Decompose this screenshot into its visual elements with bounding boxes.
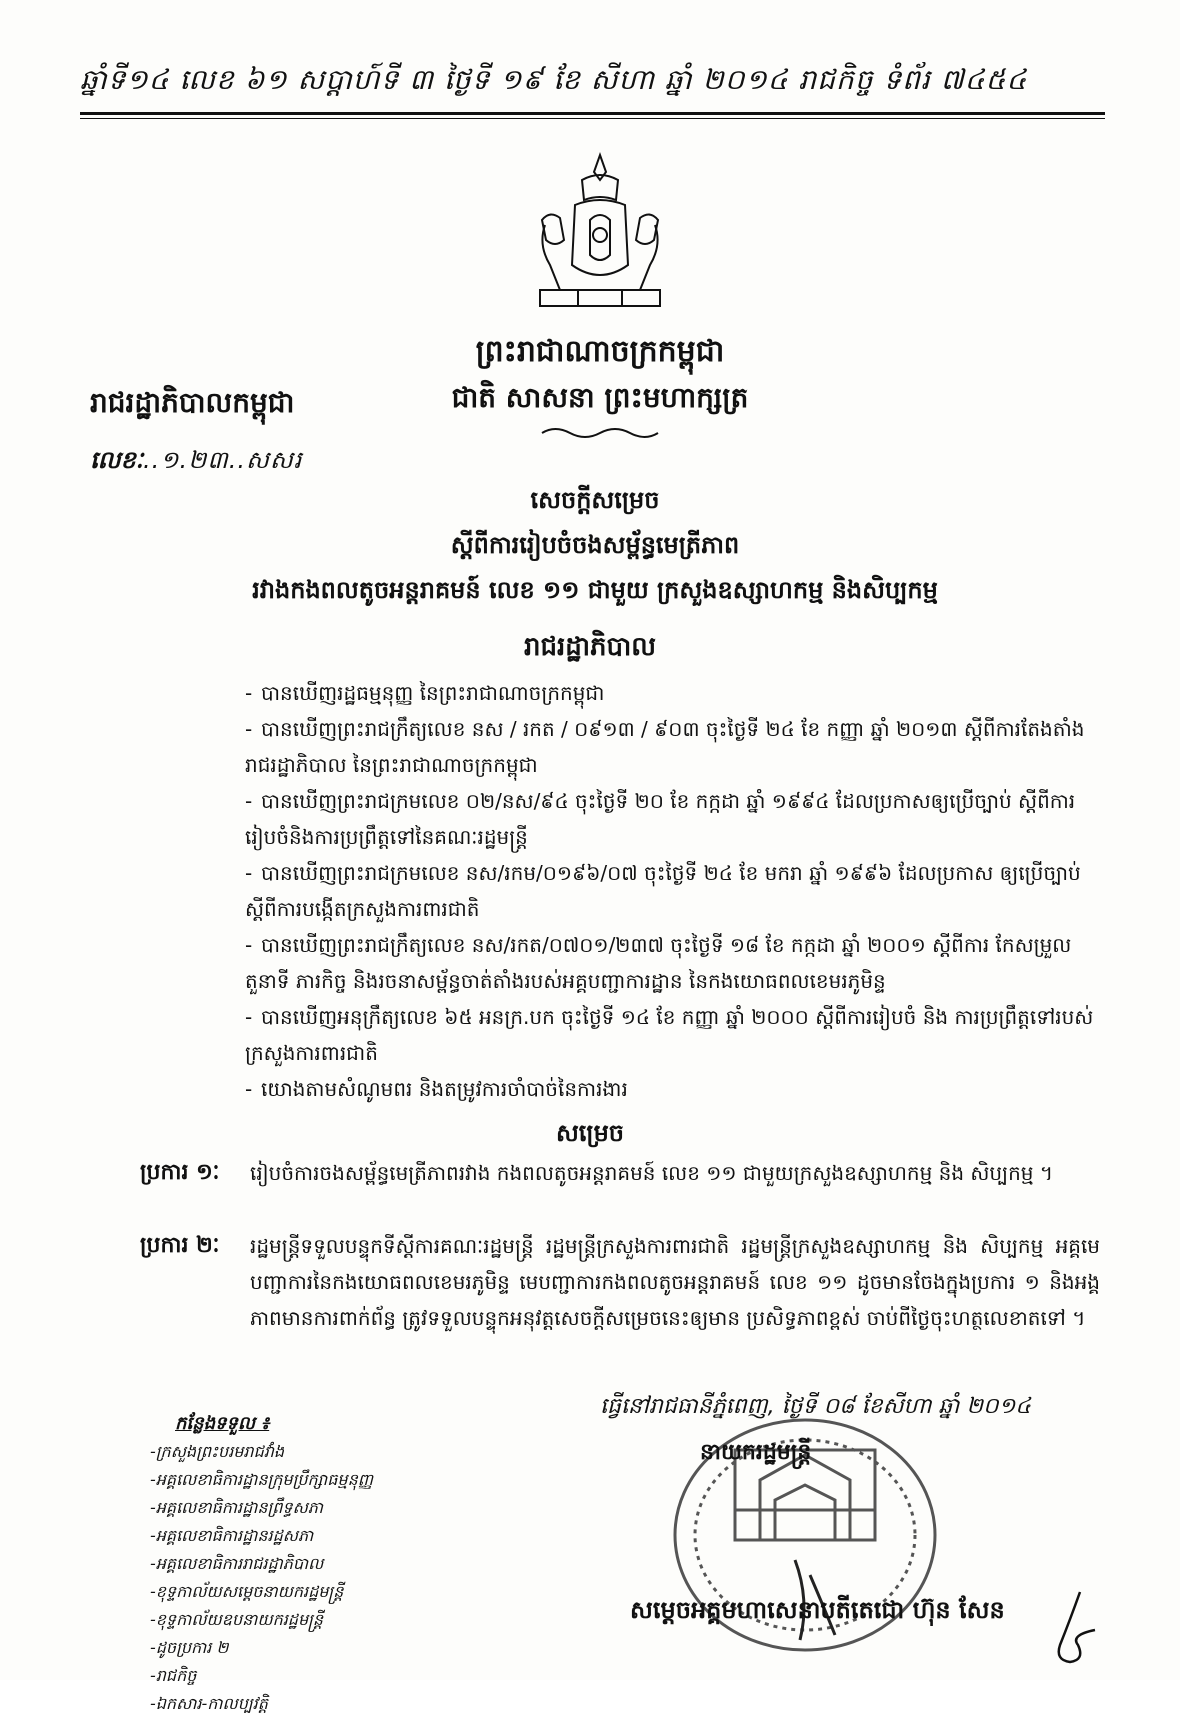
- document-number: [90, 445, 302, 480]
- government-name: រាជរដ្ឋាភិបាលកម្ពុជា: [90, 386, 295, 419]
- coat-of-arms-icon: [520, 150, 680, 315]
- visa-item: - បានឃើញព្រះរាជក្រឹត្យលេខ នស/រកត/០៧០១/២៣៧ ចុះថ្ងៃទី ១៨ ខែ កក្កដា ឆ្នាំ ២០០១ ស្តីពីការ កែសម្រួលតួនាទី ភារកិច្ច និងរចនាសម្ព័ន្ធចាត់តាំងរបស់អគ្គបញ្ជាការដ្ឋាន នៃកងយោធពលខេមរភូមិន្ទ: [245, 933, 1072, 993]
- visa-item: - បានឃើញព្រះរាជក្រមលេខ ០២/នស/៩៤ ចុះថ្ងៃទី ២០ ខែ កក្កដា ឆ្នាំ ១៩៩៤ ដែលប្រកាសឲ្យប្រើច្បាប់ ស្តីពីការរៀបចំនិងការប្រព្រឹត្តទៅនៃគណៈរដ្ឋមន្ត្រី: [245, 789, 1076, 849]
- visa-list: [245, 675, 1095, 1107]
- recipient-item: -ដូចប្រការ ២: [150, 1638, 229, 1657]
- recipients-list: [150, 1438, 450, 1718]
- recipient-item: -អគ្គលេខាធិការដ្ឋានក្រុមប្រឹក្សាធម្មនុញ្ញ: [150, 1470, 373, 1489]
- national-motto: ជាតិ សាសនា ព្រះមហាក្សត្រ: [451, 381, 749, 414]
- recipient-item: -អគ្គលេខាធិការដ្ឋានរដ្ឋសភា: [150, 1526, 314, 1545]
- visa-item: - បានឃើញព្រះរាជក្រមលេខ នស/រកម/០១៩៦/០៧ ចុះថ្ងៃទី ២៤ ខែ មករា ឆ្នាំ ១៩៩៦ ដែលប្រកាស ឲ្យប្រើច្បាប់ ស្តីពីការបង្កើតក្រសួងការពារជាតិ: [245, 861, 1081, 921]
- decision-title: [190, 485, 1000, 610]
- recipient-item: -ឯកសារ-កាលប្បវត្តិ: [150, 1694, 268, 1713]
- decides-heading: សម្រេច: [555, 1119, 625, 1147]
- article-body: រៀបចំការចងសម្ព័ន្ធមេត្រីភាពរវាង កងពលតូចអន្តរាគមន៍ លេខ ១១ ជាមួយក្រសួងឧស្សាហកម្ម និង សិប្បកម្ម ។: [250, 1161, 1053, 1185]
- article-body: រដ្ឋមន្ត្រីទទួលបន្ទុកទីស្តីការគណៈរដ្ឋមន្ត្រី រដ្ឋមន្ត្រីក្រសួងការពារជាតិ រដ្ឋមន្ត្រីក្រសួងឧស្សាហកម្ម និង សិប្បកម្ម អគ្គមេបញ្ជាការនៃកងយោធពលខេមរភូមិន្ទ មេបញ្ជាការកងពលតូចអន្តរាគមន៍ លេខ ១១ ដូចមានចែងក្នុងប្រការ ១ និងអង្គភាពមានការពាក់ព័ន្ធ ត្រូវទទួលបន្ទុកអនុវត្តសេចក្តីសម្រេចនេះឲ្យមាន ប្រសិទ្ធភាពខ្ពស់ ចាប់ពីថ្ងៃចុះហត្ថលេខាតទៅ ។: [250, 1234, 1100, 1330]
- issuer-heading: រាជរដ្ឋាភិបាល: [523, 632, 657, 662]
- signing-date: ធ្វើនៅរាជធានីភ្នំពេញ, ថ្ងៃទី ០៨ ខែសីហា ឆ្នាំ ២០១៤: [600, 1394, 1031, 1419]
- recipient-item: -ខុទ្ទកាល័យឧបនាយករដ្ឋមន្ត្រី: [150, 1610, 324, 1629]
- kingdom-name: ព្រះរាជាណាចក្រកម្ពុជា: [475, 334, 725, 369]
- header-rule: [80, 112, 1105, 115]
- visa-item: - បានឃើញអនុក្រឹត្យលេខ ៦៥ អនក្រ.បក ចុះថ្ងៃទី ១៤ ខែ កញ្ញា ឆ្នាំ ២០០០ ស្តីពីការរៀបចំ និង ការប្រព្រឹត្តទៅរបស់ក្រសួងការពារជាតិ: [245, 1005, 1094, 1065]
- title-line-1: សេចក្តីសម្រេច: [530, 486, 660, 514]
- document-number-value: ..១.២៣..សសរ: [143, 446, 303, 474]
- recipients-block: [150, 1410, 450, 1718]
- recipients-heading: កន្លែងទទួល ៖: [175, 1413, 270, 1434]
- title-line-3: រវាងកងពលតូចអន្តរាគមន៍ លេខ ១១ ជាមួយ ក្រសួងឧស្សាហកម្ម និងសិប្បកម្ម: [252, 576, 938, 604]
- article-label: ប្រការ ១ៈ: [140, 1160, 220, 1185]
- visa-item: - បានឃើញរដ្ឋធម្មនុញ្ញ នៃព្រះរាជាណាចក្រកម្ពុជា: [245, 681, 605, 705]
- recipient-item: -អគ្គលេខាធិការដ្ឋានព្រឹទ្ធសភា: [150, 1498, 324, 1517]
- gazette-header: ឆ្នាំទី១៤ លេខ ៦១ សប្តាហ៍ទី ៣ ថ្ងៃទី ១៩ ខែ សីហា ឆ្នាំ ២០១៤ រាជកិច្ច ទំព័រ ៧៤៥៤: [80, 63, 1028, 96]
- handwritten-signature-icon: [1040, 1590, 1110, 1670]
- recipient-item: -ខុទ្ទកាល័យសម្តេចនាយករដ្ឋមន្ត្រី: [150, 1582, 344, 1601]
- visa-item: - យោងតាមសំណូមពរ និងតម្រូវការចាំបាច់នៃការងារ: [245, 1077, 628, 1101]
- ornament-divider: [540, 425, 660, 441]
- prime-minister-title: នាយករដ្ឋមន្ត្រី: [700, 1440, 812, 1465]
- article-1: [140, 1155, 1100, 1191]
- header-rule-thin: [80, 118, 1105, 119]
- prime-minister-name: សម្តេចអគ្គមហាសេនាបតីតេជោ ហ៊ុន សែន: [630, 1596, 1005, 1624]
- recipient-item: -រាជកិច្ច: [150, 1666, 197, 1685]
- article-label: ប្រការ ២ៈ: [140, 1233, 220, 1258]
- article-2: [140, 1228, 1100, 1336]
- recipient-item: -ក្រសួងព្រះបរមរាជវាំង: [150, 1442, 285, 1461]
- recipient-item: -អគ្គលេខាធិការរាជរដ្ឋាភិបាល: [150, 1554, 324, 1573]
- title-line-2: ស្តីពីការរៀបចំចងសម្ព័ន្ធមេត្រីភាព: [450, 531, 740, 559]
- document-number-label: លេខៈ: [90, 446, 144, 474]
- visa-item: - បានឃើញព្រះរាជក្រឹត្យលេខ នស / រកត / ០៩១៣ / ៩០៣ ចុះថ្ងៃទី ២៤ ខែ កញ្ញា ឆ្នាំ ២០១៣ ស្តីពីការតែងតាំងរាជរដ្ឋាភិបាល នៃព្រះរាជាណាចក្រកម្ពុជា: [245, 717, 1085, 777]
